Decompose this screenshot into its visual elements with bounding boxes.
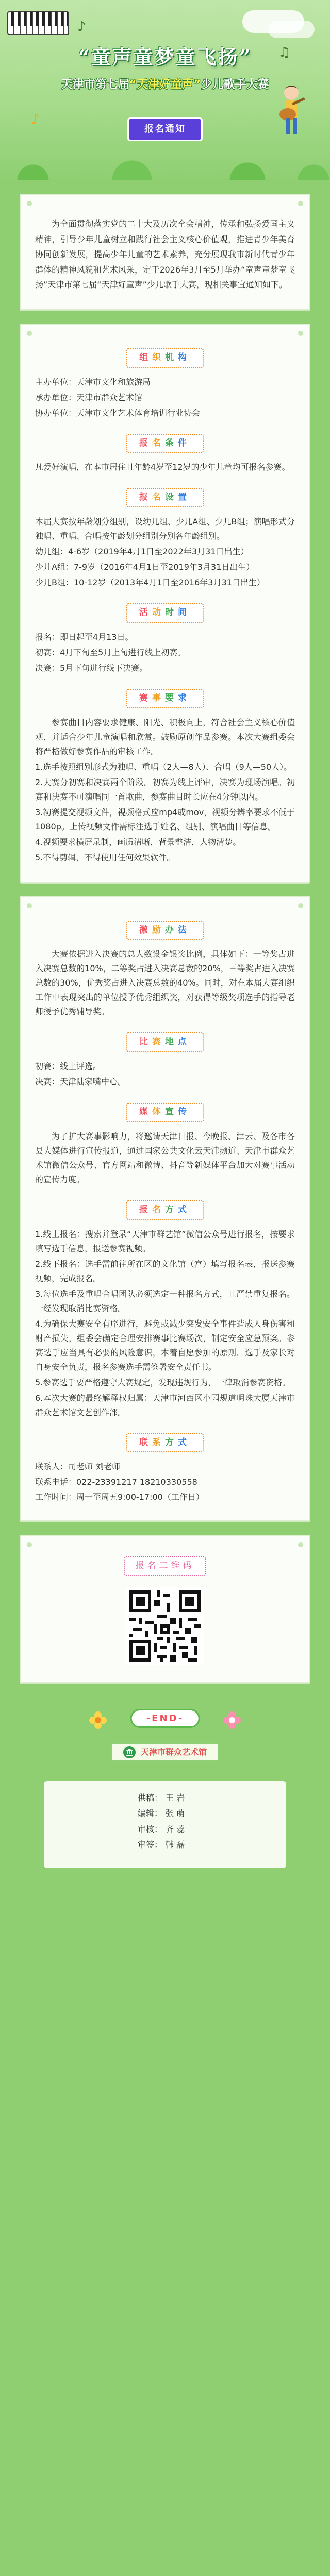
- eligibility-text: 凡爱好演唱，在本市居住且年龄4岁至12岁的少年儿童均可报名参赛。: [35, 462, 290, 472]
- signup-item: 2.线下报名：选手需前往所在区的文化馆（宫）填写报名表，报送参赛视频，完成报名。: [35, 1259, 295, 1283]
- organization-name: 天津市群众艺术馆: [140, 1747, 207, 1757]
- rules-item: 4.视频要求横屏录制，画质清晰，背景整洁，人物清楚。: [35, 837, 241, 847]
- org-organizer: 承办单位：天津市群众艺术馆: [35, 392, 143, 402]
- music-note-icon: ♫: [278, 45, 291, 60]
- flower-icon: [88, 1710, 108, 1731]
- child-guitar-illustration-icon: [273, 82, 309, 139]
- intro-card: [20, 194, 310, 310]
- section-title-contact: 联系方式: [126, 1433, 204, 1453]
- section-title-signup: 报名方式: [126, 1200, 204, 1220]
- contact-hours: 工作时间：周一至周五9:00-17:00（工作日）: [35, 1492, 204, 1502]
- music-note-icon: ♪: [77, 19, 86, 35]
- venue-final: 决赛：天津陆家嘴中心。: [35, 1077, 126, 1087]
- sub-title-highlight: “天津好童声”: [129, 78, 201, 91]
- section-eligibility: [35, 434, 295, 475]
- section-publicity: [35, 1103, 295, 1187]
- signup-item: 1.线上报名：搜索并登录“天津市群艺馆”微信公众号进行报名，按要求填写选手信息，报送参赛视频。: [35, 1229, 295, 1253]
- signup-item: 5.参赛选手要严格遵守大赛规定，发现违规行为，一律取消参赛资格。: [35, 1377, 291, 1387]
- signup-item: 6.本次大赛的最终解释权归属：天津市河西区小园规道明珠大厦天津市群众艺术馆文艺创作部。: [35, 1393, 295, 1417]
- signup-item: 3.每位选手及重唱合唱团队必须选定一种报名方式，且严禁重复报名。一经发现取消比赛资格。: [35, 1289, 295, 1313]
- schedule-signup: 报名：即日起至4月13日。: [35, 632, 134, 642]
- publicity-text: 为了扩大赛事影响力，将邀请天津日报、今晚报、津云、及各市各县大媒体进行宣传报道，通过国家公共文化云天津频道、天津市群众艺术馆微信公众号、官方网站和微博、抖音等新媒体平台加大对赛事活动的宣传力度。: [35, 1131, 295, 1184]
- main-title: “童声童梦童飞扬”: [78, 45, 252, 69]
- credit-row: 审签： 韩 磊: [137, 1839, 185, 1850]
- section-title-schedule: 活动时间: [126, 603, 204, 623]
- section-organization: [35, 348, 295, 420]
- end-area: [0, 1697, 330, 1774]
- organization-badge: [111, 1743, 219, 1761]
- section-venue: [35, 1032, 295, 1089]
- end-label: -END-: [130, 1709, 200, 1728]
- grass-band: [0, 149, 330, 180]
- signup-item: 4.为确保大赛安全有序进行，避免或减少突发安全事件造成人身伤害和财产损失，组委会确定合理安排赛事比赛场次，制定安全应急预案。参赛选手应当具有必要的风险意识，本着自愿参加的原则，选手及家长对自身安全负责，报名参赛选手需签署安全责任书。: [35, 1318, 295, 1372]
- org-host: 主办单位：天津市文化和旅游局: [35, 377, 151, 387]
- bottom-spacer: [0, 1868, 330, 1889]
- sub-title-suffix: 少儿歌手大赛: [201, 78, 269, 91]
- museum-logo-icon: [123, 1746, 136, 1758]
- section-title-venue: 比赛地点: [126, 1032, 204, 1052]
- schedule-preliminary: 初赛：4月下旬至5月上旬进行线上初赛。: [35, 647, 186, 657]
- section-title-awards: 激励办法: [126, 921, 204, 940]
- rules-item: 2.大赛分初赛和决赛两个阶段。初赛为线上评审，决赛为现场演唱。初赛和决赛不可演唱同一首歌曲，参赛曲目时长应在4分钟以内。: [35, 777, 295, 802]
- notice-badge: 报名通知: [127, 117, 203, 141]
- group-junior-b: 少儿B组：10-12岁（2013年4月1日至2016年3月31日出生）: [35, 578, 265, 588]
- section-title-organization: 组织机构: [126, 348, 204, 368]
- qr-card: [20, 1535, 310, 1683]
- group-junior-a: 少儿A组：7-9岁（2016年4月1日至2019年3月31日出生）: [35, 562, 255, 572]
- intro-paragraph: 为全面贯彻落实党的二十大及历次全会精神，传承和弘扬爱国主义精神，引导少年儿童树立和践行社会主义核心价值观，推进青少年美育协同创新发展，提高少年儿童的艺术素养，充分展现我市新时代青少年群体的精神风貌和艺术风采，定于2026年3月至5月举办“童声童梦童飞扬”天津市第七届“天津好童声”少儿歌手大赛，现相关事宜通知如下。: [35, 219, 295, 290]
- details-card-2: [20, 896, 310, 1521]
- rules-item: 3.初赛提交视频文件，视频格式应mp4或mov，视频分辨率要求不低于1080p。上传视频文件需标注选手姓名、组别、演唱曲目等信息。: [35, 807, 295, 832]
- credit-row: 编辑： 张 萌: [137, 1808, 185, 1819]
- piano-keys-icon: [7, 11, 69, 35]
- sub-title-prefix: 天津市第七届: [61, 78, 129, 91]
- section-rules: [35, 689, 295, 865]
- org-co-organizer: 协办单位：天津市文化艺术体育培训行业协会: [35, 408, 201, 418]
- credit-row: 审核： 齐 蕊: [137, 1824, 185, 1834]
- group-kindergarten: 幼儿组：4-6岁（2019年4月1日至2022年3月31日出生）: [35, 547, 249, 557]
- awards-text: 大赛依据进入决赛的总人数设金银奖比例，具体如下：一等奖占进入决赛总数的10%，二等奖占进入决赛总数的20%，三等奖占进入决赛总数的30%，优秀奖占进入决赛总数的40%。同时，对在本届大赛组织工作中表现突出的单位授予优秀组织奖，对获得等级奖项选手的指导老师授予优秀辅导奖。: [35, 949, 295, 1017]
- section-title-groups: 报名设置: [126, 488, 204, 507]
- details-card: [20, 324, 310, 883]
- section-title-rules: 赛事要求: [126, 689, 204, 708]
- cloud-icon: [268, 21, 315, 38]
- section-title-publicity: 媒体宣传: [126, 1103, 204, 1122]
- rules-intro: 参赛曲目内容要求健康、阳光、积极向上，符合社会主义核心价值观，并适合少年儿童演唱和欣赏。鼓励原创作品参赛。本次大赛组委会将严格做好参赛作品的审核工作。: [35, 717, 295, 756]
- signup-qr-code-icon[interactable]: [126, 1587, 204, 1665]
- music-note-icon: ♪: [31, 112, 40, 127]
- section-groups: [35, 488, 295, 590]
- contact-phone[interactable]: 联系电话：022-23391217 18210330558: [35, 1477, 197, 1487]
- groups-intro: 本届大赛按年龄划分组别，设幼儿组、少儿A组、少儿B组；演唱形式分独唱、重唱、合唱按年龄划分组别分别各年龄组别。: [35, 517, 295, 541]
- section-title-eligibility: 报名条件: [126, 434, 204, 453]
- header-banner: [0, 0, 330, 180]
- venue-preliminary: 初赛：线上评选。: [35, 1061, 102, 1072]
- rules-item: 1.选手按照组别形式为独唱、重唱（2人—8人）、合唱（9人—50人）。: [35, 761, 292, 772]
- credit-row: 供稿： 王 岩: [137, 1792, 185, 1803]
- schedule-final: 决赛：5月下旬进行线下决赛。: [35, 663, 148, 673]
- flower-icon: [222, 1710, 242, 1731]
- section-signup: [35, 1200, 295, 1420]
- section-schedule: [35, 603, 295, 675]
- contact-people: 联系人：司老师 刘老师: [35, 1462, 121, 1472]
- rules-item: 5.不得剪辑，不得使用任何效果软件。: [35, 852, 175, 862]
- qr-label: 报名二维码: [124, 1556, 206, 1576]
- section-awards: [35, 921, 295, 1020]
- section-contact: [35, 1433, 295, 1504]
- qr-code-icon: [126, 1587, 204, 1665]
- credits: [44, 1781, 286, 1869]
